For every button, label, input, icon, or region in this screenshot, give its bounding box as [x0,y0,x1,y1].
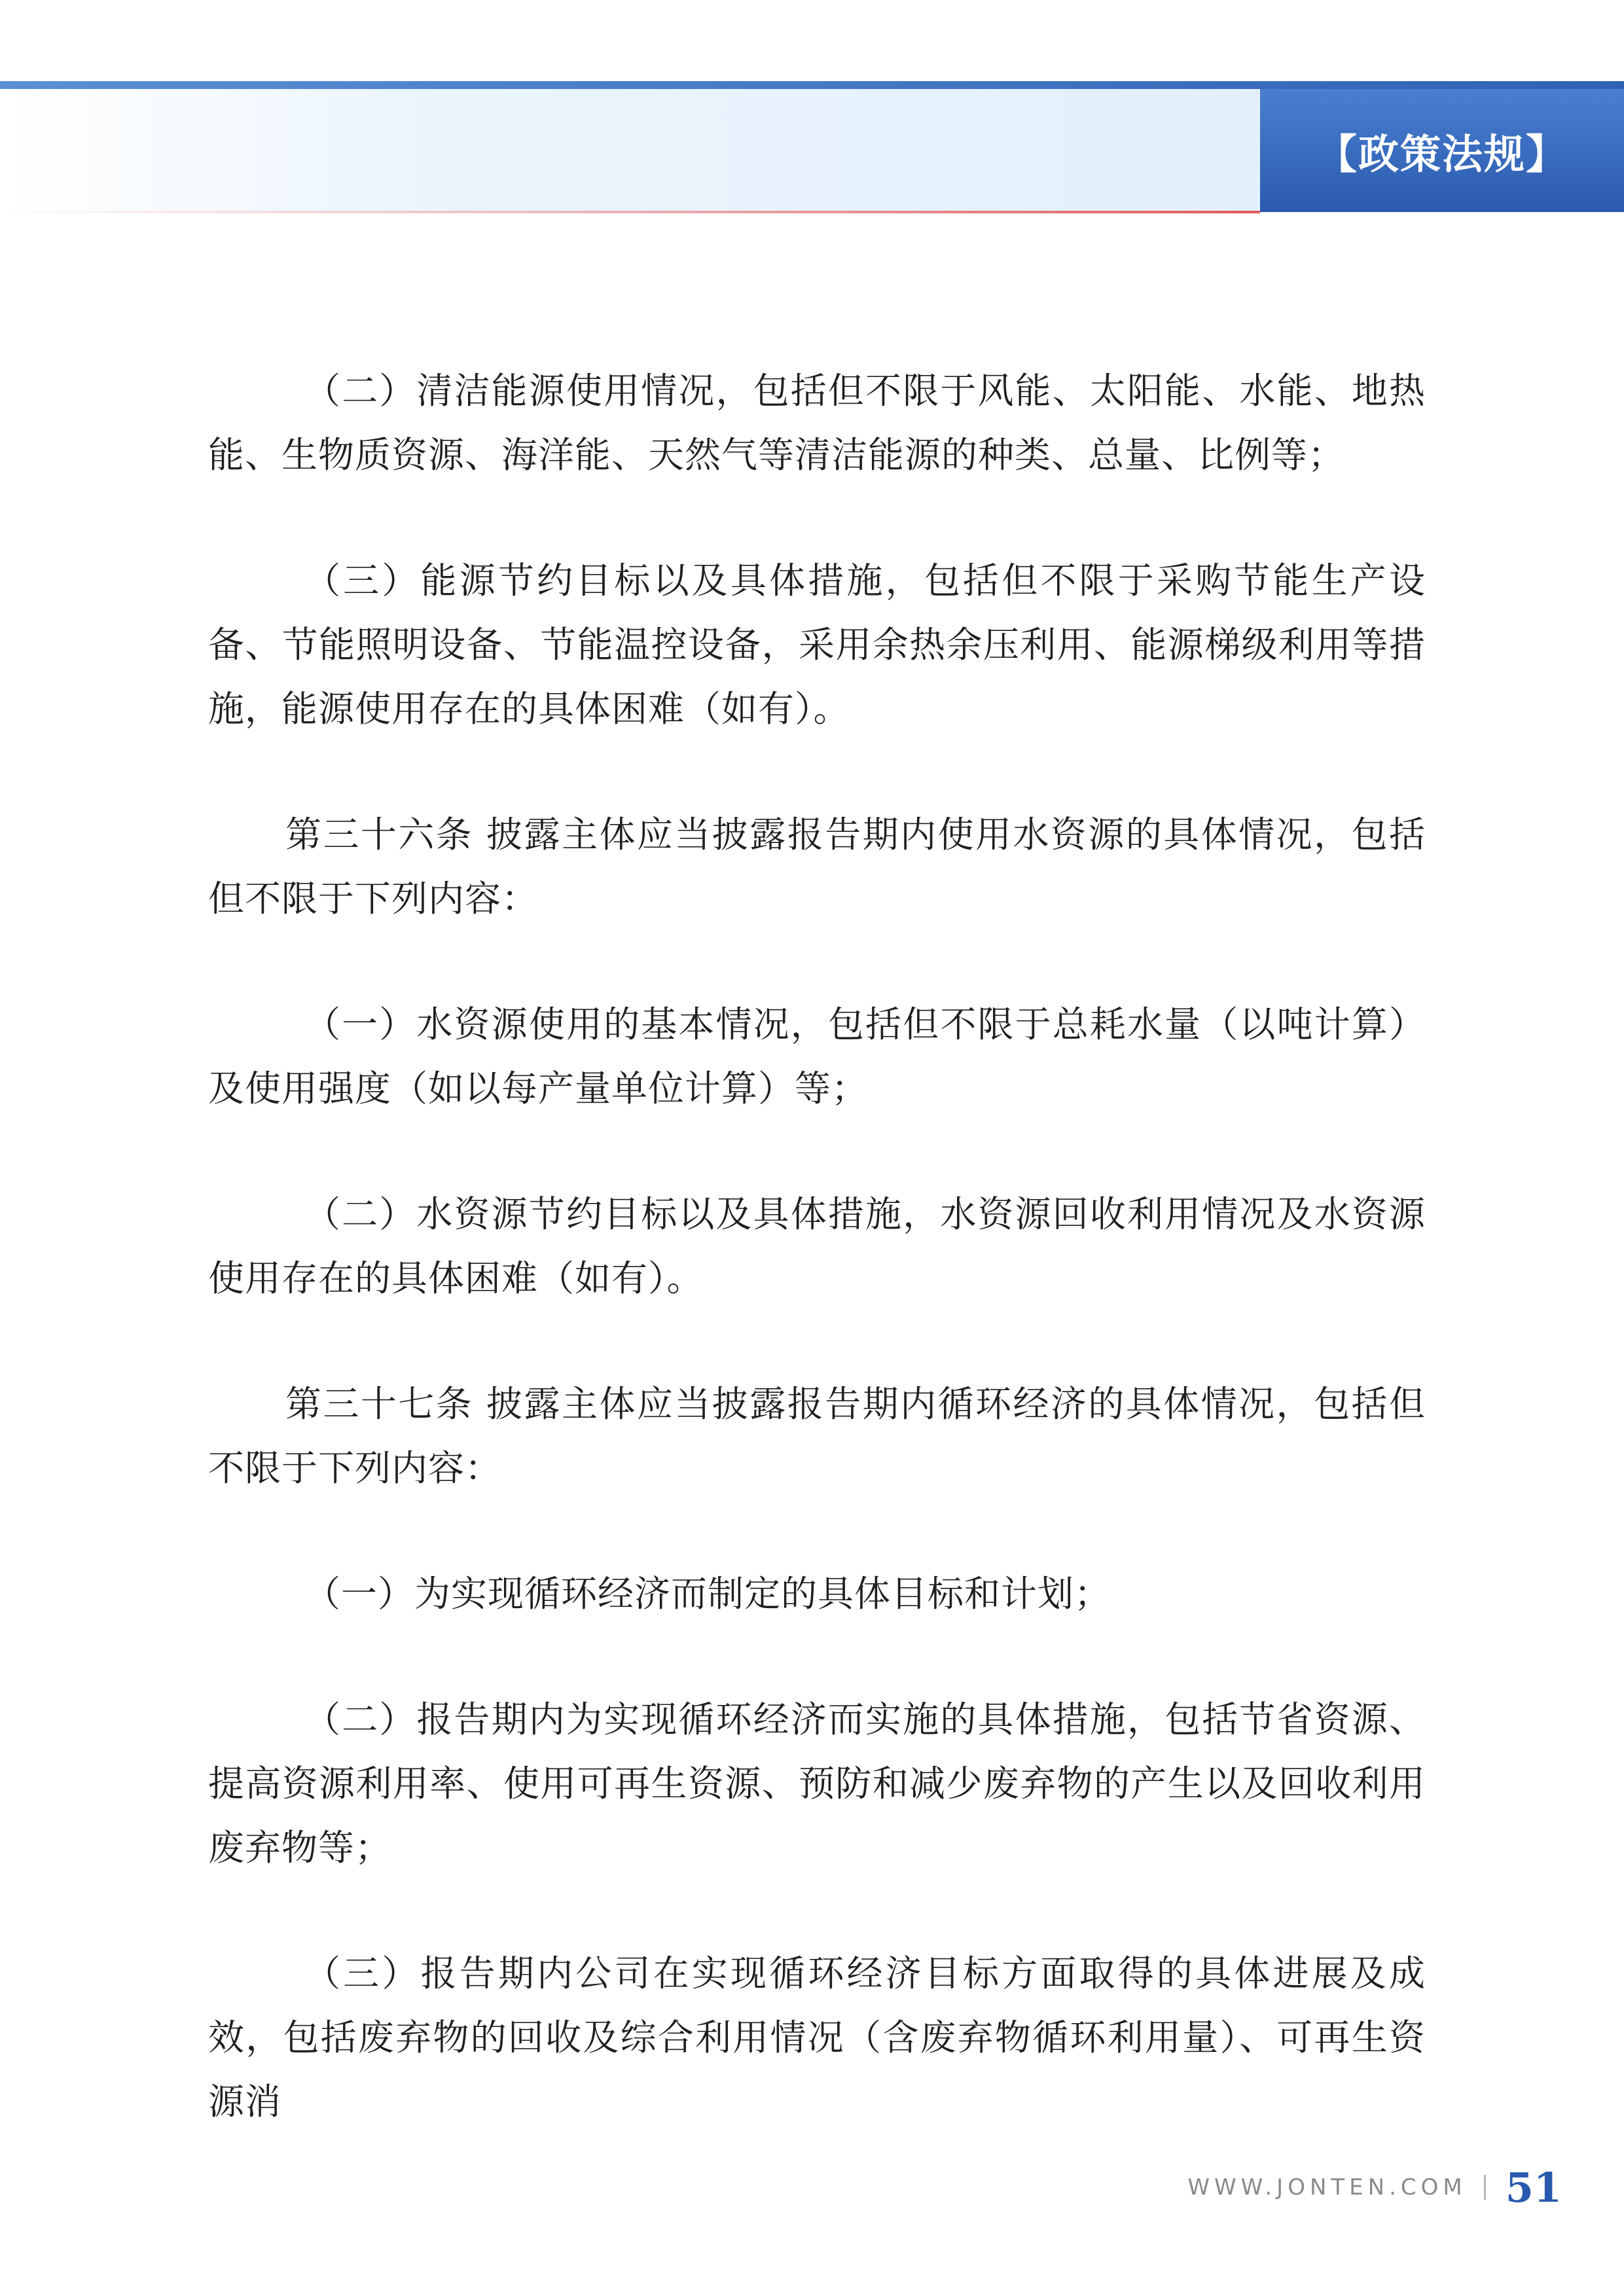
footer-url: WWW.JONTEN.COM [1187,2174,1467,2200]
paragraph-energy-saving: （三）能源节约目标以及具体措施，包括但不限于采购节能生产设备、节能照明设备、节能温控设备，采用余热余压利用、能源梯级利用等措施，能源使用存在的具体困难（如有）。 [208,560,1426,730]
paragraph-circular-goals: （一）为实现循环经济而制定的具体目标和计划； [304,1573,1111,1615]
page-footer [1187,2161,1562,2214]
article-37: 第三十七条 披露主体应当披露报告期内循环经济的具体情况，包括但不限于下列内容： [208,1383,1426,1489]
paragraph-clean-energy: （二）清洁能源使用情况，包括但不限于风能、太阳能、水能、地热能、生物质资源、海洋能、天然气等清洁能源的种类、总量、比例等； [208,370,1426,476]
footer-divider [1484,2175,1486,2200]
paragraph-circular-progress: （三）报告期内公司在实现循环经济目标方面取得的具体进展及成效，包括废弃物的回收及综合利用情况（含废弃物循环利用量）、可再生资源消 [208,1952,1426,2123]
section-tab [1260,89,1624,212]
header-top-line [0,81,1624,89]
document-body [208,359,1426,2195]
section-label: 【政策法规】 [1316,130,1568,178]
header-divider [0,211,1260,213]
header-band [0,89,1260,212]
paragraph-water-usage: （一）水资源使用的基本情况，包括但不限于总耗水量（以吨计算）及使用强度（如以每产量单位计算）等； [208,1003,1426,1109]
article-36: 第三十六条 披露主体应当披露报告期内使用水资源的具体情况，包括但不限于下列内容： [208,814,1426,920]
paragraph-water-saving: （二）水资源节约目标以及具体措施，水资源回收利用情况及水资源使用存在的具体困难（如有）。 [208,1193,1426,1299]
paragraph-circular-measures: （二）报告期内为实现循环经济而实施的具体措施，包括节省资源、提高资源利用率、使用可再生资源、预防和减少废弃物的产生以及回收利用废弃物等； [208,1698,1426,1869]
page-number: 51 [1505,2163,1562,2212]
